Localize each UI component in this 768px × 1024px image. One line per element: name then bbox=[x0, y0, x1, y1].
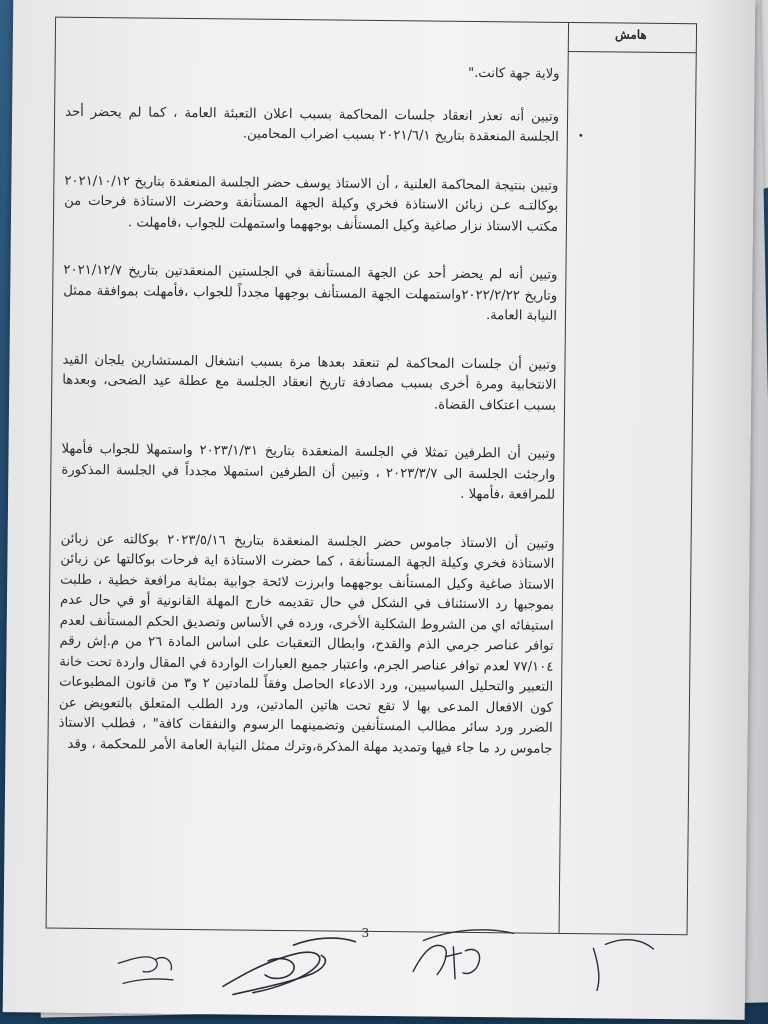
margin-divider-line bbox=[559, 23, 570, 933]
margin-header-line bbox=[568, 51, 696, 53]
paragraph-5: وتبين أن جلسات المحاكمة لم تنعقد بعدها مرة بسبب انشغال المستشارين بلجان القيد الانتخابية ومرة أخرى بسبب مصادفة تاريخ انعقاد الجلسة مع عطلة عيد الضحى، وبعدها بسبب اعتكاف القضاة. bbox=[62, 352, 557, 414]
paragraph-1: ولاية جهة كانت." bbox=[467, 65, 560, 82]
margin-column-label: هامش bbox=[615, 27, 647, 42]
signature-2 bbox=[223, 937, 356, 996]
paragraph-7: وتبين أن الاستاذ جاموس حضر الجلسة المنعقدة بتاريخ ٢٠٢٣/٥/١٦ بوكالته عن زبائن الاستاذة فخري وكيلة الجهة المستأنفة ، كما حضرت الاستاذة اية فرحات بوكالتها عن زبائن الاستاذ صاغية وكيل المستأنف بوجههما وابرزت لائحة جوابية بمثابة مرافعة خطية ، طلبت بموجبها رد الاستئناف في الشكل في حال تقديمه خارج المهلة القانونية أو في حال عدم استيفائه اي من الشروط الشكلية الأخرى، ورده في الأساس وتصديق الحكم المستأنف لعدم توافر عناصر جرمي الذم والقدح، وابطال التعقبات على اساس المادة ٢٦ من م.إش رقم ٧٧/١٠٤ لعدم توافر عناصر الجرم، واعتبار جميع العبارات الواردة في المقال واردة تحت خانة التعبير والتحليل السياسيين، ورد الادعاء الحاصل وفقاً للمادتين ٢ و٣ من قانون المطبوعات كون الافعال المدعى بها لا تقع تحت هاتين المادتين، ورد الطلب المتعلق بالتعويض عن الضرر ورد سائر مطالب المستأنفين وتضمينهما الرسوم والنفقات كافة" ، فطلب الاستاذ جاموس رد ما جاء فيها وتمديد مهلة المذكرة،وترك ممثل النيابة العامة الأمر للمحكمة ، وقد bbox=[58, 531, 555, 757]
signatures bbox=[93, 913, 674, 1019]
margin-dot-mark: • bbox=[577, 131, 584, 143]
document-page bbox=[3, 0, 756, 1020]
paragraph-2: وتبين أنه تعذر انعقاد جلسات المحاكمة بسبب اعلان التعبئة العامة ، كما لم يحضر أحد الجلسة المنعقدة بتاريخ ٢٠٢١/٦/١ بسبب اضراب المحامين. bbox=[65, 104, 560, 145]
page-frame bbox=[46, 17, 698, 936]
page-number: 3 bbox=[361, 925, 370, 940]
signature-4 bbox=[593, 939, 654, 991]
document-body bbox=[58, 60, 560, 788]
signature-1 bbox=[118, 957, 173, 984]
paragraph-6: وتبين أن الطرفين تمثلا في الجلسة المنعقدة بتاريخ ٢٠٢٣/١/٣١ واستمهلا للجواب فأمهلا وارجئت الجلسة الى ٢٠٢٣/٣/٧ ، وتبين أن الطرفين استمهلا مجدداً في الجلسة المذكورة للمرافعة ،فأمهلا . bbox=[61, 441, 556, 503]
paragraph-4: وتبين أنه لم يحضر أحد عن الجهة المستأنفة في الجلستين المنعقدتين بتاريخ ٢٠٢١/١٢/٧ وتاريخ ٢٠٢٢/٢/٢٢واستمهلت الجهة المستأنف بوجهها مجدداً للجواب ،فأمهلت بموافقة ممثل النيابة العامة. bbox=[63, 262, 558, 324]
paragraph-3: وتبين بنتيجة المحاكمة العلنية ، أن الاستاذ يوسف حضر الجلسة المنعقدة بتاريخ ٢٠٢١/١٠/١٢ بوكالتـه عـن زبائن الاستاذة فخري وكيلة الجهة المستأنفة وحضرت الاستاذة فرحات من مكتب الاستاذ نزار صاغية وكيل المستأنف بوجههما واستمهلت للجواب ،فامهلت . bbox=[64, 173, 559, 235]
signature-3 bbox=[413, 929, 514, 979]
